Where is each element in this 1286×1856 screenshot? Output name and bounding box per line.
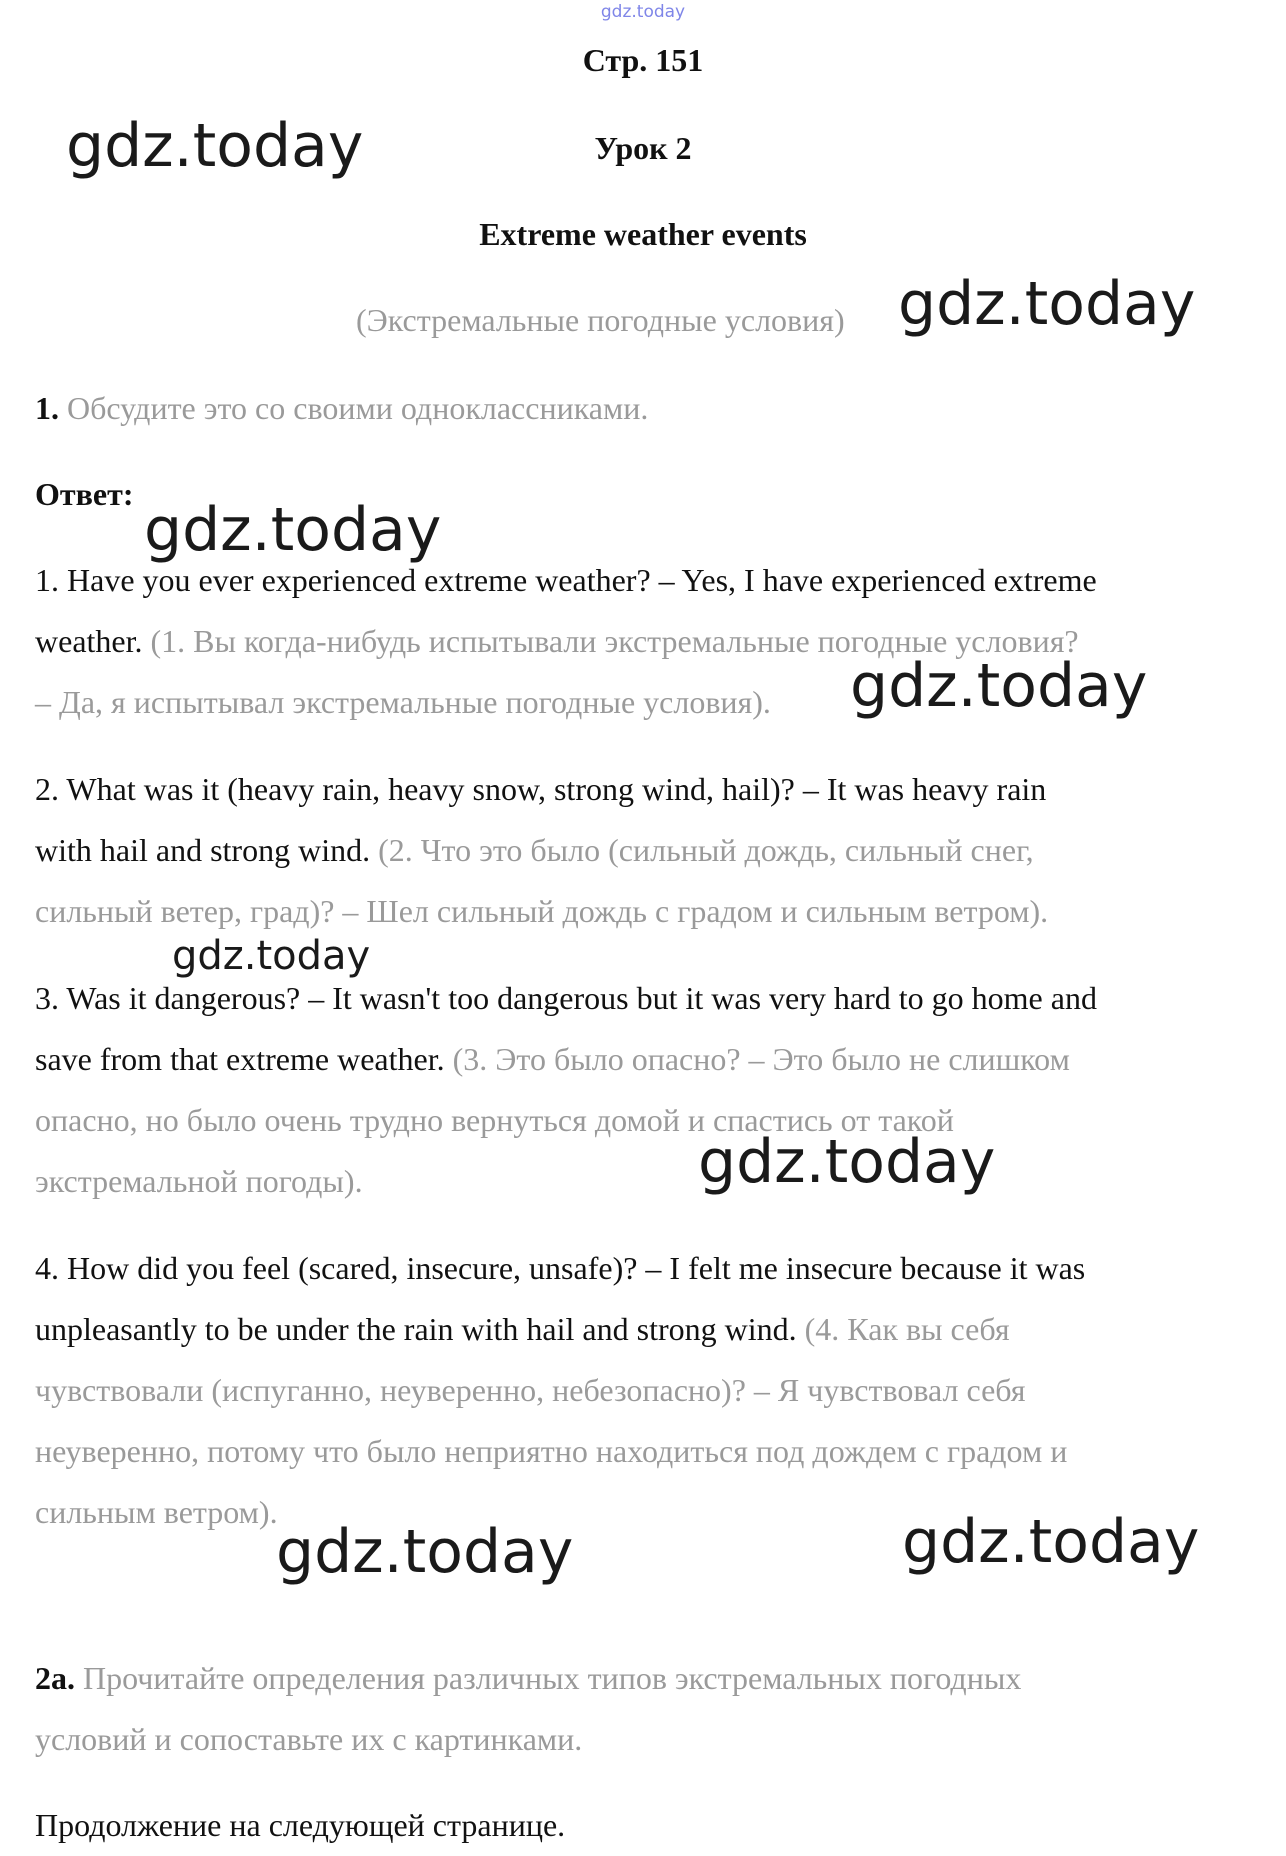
answer2-line1: 2. What was it (heavy rain, heavy snow, strong wind, hail)? – It was heavy rain (35, 771, 1047, 807)
answer3-en: save from that extreme weather. (35, 1041, 445, 1077)
answer3-ru: (3. Это было опасно? – Это было не слишком (444, 1041, 1070, 1077)
task2a-line2: условий и сопоставьте их с картинками. (35, 1721, 583, 1757)
task2a-number: 2a. (35, 1660, 75, 1696)
page-label: Стр. 151 (582, 42, 704, 78)
watermark: gdz.today (850, 651, 1148, 721)
answer-label: Ответ: (35, 476, 134, 512)
answer3-line2 (35, 1039, 1070, 1079)
answer1-line3: – Да, я испытывал экстремальные погодные условия). (35, 684, 771, 720)
answer2-line3: сильный ветер, град)? – Шел сильный дождь с градом и сильным ветром). (35, 893, 1049, 929)
watermark: gdz.today (902, 1507, 1200, 1577)
answer2-ru: (2. Что это было (сильный дождь, сильный снег, (370, 832, 1034, 868)
answer4-en: unpleasantly to be under the rain with hail and strong wind. (35, 1311, 797, 1347)
watermark-small: gdz.today (600, 2, 686, 22)
answer4-line2 (35, 1309, 1010, 1349)
answer4-line3: чувствовали (испуганно, неуверенно, небезопасно)? – Я чувствовал себя (35, 1372, 1026, 1408)
continuation-note: Продолжение на следующей странице. (35, 1807, 566, 1843)
topic-translation: (Экстремальные погодные условия) (356, 302, 845, 338)
watermark: gdz.today (172, 933, 371, 979)
answer1-line1: 1. Have you ever experienced extreme weather? – Yes, I have experienced extreme (35, 562, 1097, 598)
topic-title: Extreme weather events (479, 216, 807, 252)
task1-number: 1. (35, 390, 59, 426)
answer4-ru: (4. Как вы себя (796, 1311, 1010, 1347)
watermark: gdz.today (276, 1517, 574, 1587)
watermark: gdz.today (144, 495, 442, 565)
answer2-line2 (35, 830, 1034, 870)
answer3-line1: 3. Was it dangerous? – It wasn't too dangerous but it was very hard to go home and (35, 980, 1097, 1016)
watermark: gdz.today (66, 111, 364, 181)
task1-line (35, 388, 648, 428)
lesson-title: Урок 2 (594, 130, 692, 166)
answer1-ru: (1. Вы когда-нибудь испытывали экстремальные погодные условия? (142, 623, 1079, 659)
answer4-line1: 4. How did you feel (scared, insecure, unsafe)? – I felt me insecure because it was (35, 1250, 1086, 1286)
task2a-instruction-1: Прочитайте определения различных типов экстремальных погодных (83, 1660, 1022, 1696)
watermark: gdz.today (698, 1127, 996, 1197)
answer3-line4: экстремальной погоды). (35, 1163, 363, 1199)
answer4-line4: неуверенно, потому что было неприятно находиться под дождем с градом и (35, 1433, 1068, 1469)
task2a-line1 (35, 1658, 1021, 1698)
task1-instruction: Обсудите это со своими одноклассниками. (67, 390, 649, 426)
answer4-line5: сильным ветром). (35, 1494, 278, 1530)
answer3-line3: опасно, но было очень трудно вернуться домой и спастись от такой (35, 1102, 954, 1138)
answer2-en: with hail and strong wind. (35, 832, 371, 868)
answer1-en: weather. (35, 623, 143, 659)
watermark: gdz.today (898, 269, 1196, 339)
